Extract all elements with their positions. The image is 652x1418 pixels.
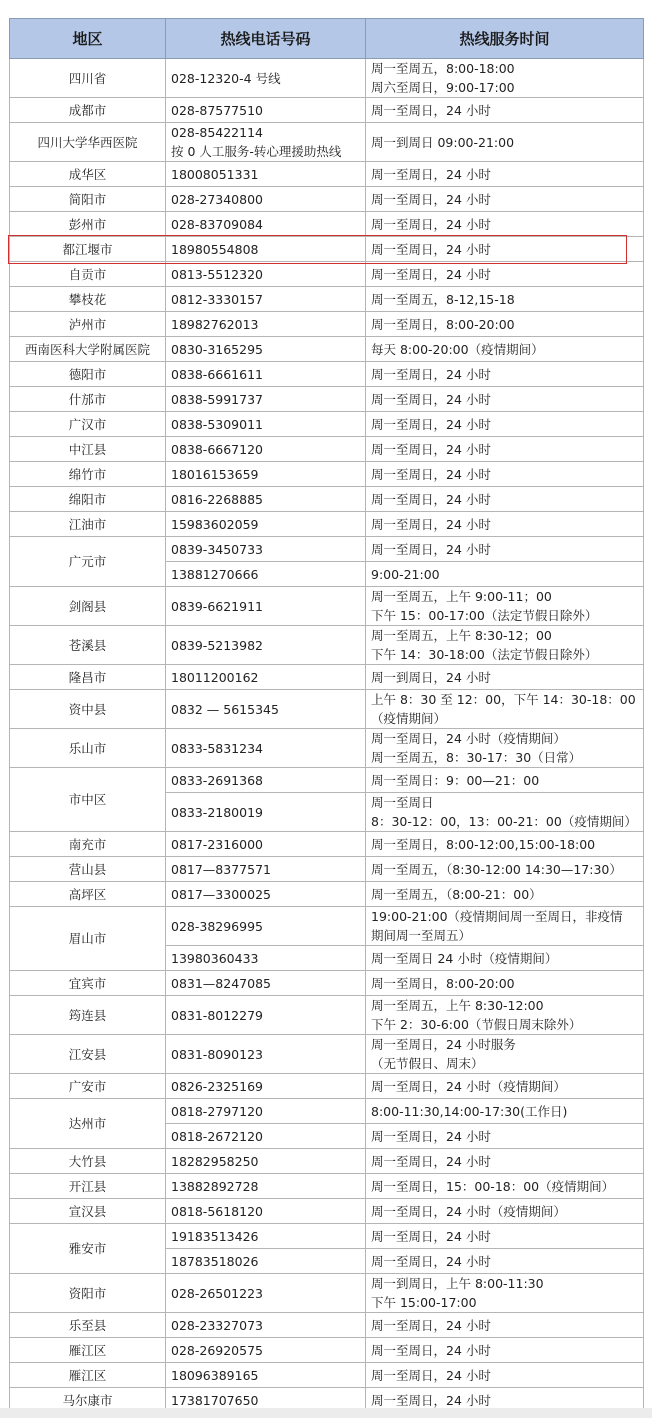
phone-cell: 18008051331 — [166, 162, 366, 187]
phone-cell: 0833-5831234 — [166, 729, 366, 768]
header-hours: 热线服务时间 — [366, 19, 644, 59]
region-cell: 雁江区 — [10, 1338, 166, 1363]
table-row — [10, 287, 644, 312]
region-cell: 高坪区 — [10, 882, 166, 907]
region-cell: 剑阁县 — [10, 587, 166, 626]
table-header-row — [10, 19, 644, 59]
hotline-table — [9, 18, 644, 1413]
phone-cell: 19183513426 — [166, 1224, 366, 1249]
phone-cell: 0839-3450733 — [166, 537, 366, 562]
region-cell: 自贡市 — [10, 262, 166, 287]
hours-cell: 周一至周五，8:00-18:00 周六至周日，9:00-17:00 — [366, 59, 644, 98]
phone-cell: 028-87577510 — [166, 98, 366, 123]
hours-cell: 周一至周日，24 小时（疫情期间） — [366, 1199, 644, 1224]
hours-cell: 周一至周五，上午 8:30-12:00 下午 2：30-6:00（节假日周末除外） — [366, 996, 644, 1035]
phone-cell: 028-38296995 — [166, 907, 366, 946]
phone-cell: 13980360433 — [166, 946, 366, 971]
table-row — [10, 312, 644, 337]
region-cell: 苍溪县 — [10, 626, 166, 665]
region-cell: 德阳市 — [10, 362, 166, 387]
region-cell: 什邡市 — [10, 387, 166, 412]
phone-cell: 028-26501223 — [166, 1274, 366, 1313]
phone-cell: 0838-5991737 — [166, 387, 366, 412]
table-row — [10, 1313, 644, 1338]
phone-cell: 15983602059 — [166, 512, 366, 537]
table-row — [10, 626, 644, 665]
hours-cell: 周一至周日，24 小时 — [366, 262, 644, 287]
table-row — [10, 907, 644, 946]
phone-cell: 028-26920575 — [166, 1338, 366, 1363]
hours-cell: 19:00-21:00（疫情期间周一至周日，非疫情 期间周一至周五） — [366, 907, 644, 946]
phone-cell: 0817-2316000 — [166, 832, 366, 857]
hours-cell: 周一至周日，8:00-12:00,15:00-18:00 — [366, 832, 644, 857]
table-row — [10, 98, 644, 123]
region-cell: 成华区 — [10, 162, 166, 187]
phone-cell: 028-83709084 — [166, 212, 366, 237]
table-row — [10, 665, 644, 690]
hours-cell: 周一至周五，上午 8:30-12；00 下午 14：30-18:00（法定节假日除外） — [366, 626, 644, 665]
region-cell: 营山县 — [10, 857, 166, 882]
phone-cell: 0838-6661611 — [166, 362, 366, 387]
table-row — [10, 437, 644, 462]
region-cell: 雁江区 — [10, 1363, 166, 1388]
table-row — [10, 487, 644, 512]
phone-cell: 028-27340800 — [166, 187, 366, 212]
hours-cell: 周一至周日，24 小时 — [366, 1124, 644, 1149]
phone-cell: 13881270666 — [166, 562, 366, 587]
phone-cell: 18011200162 — [166, 665, 366, 690]
region-cell: 攀枝花 — [10, 287, 166, 312]
region-cell: 筠连县 — [10, 996, 166, 1035]
hours-cell: 周一至周日，24 小时 — [366, 1363, 644, 1388]
region-cell: 眉山市 — [10, 907, 166, 971]
hours-cell: 周一至周日，24 小时 — [366, 162, 644, 187]
phone-cell: 0817—3300025 — [166, 882, 366, 907]
phone-cell: 028-12320-4 号线 — [166, 59, 366, 98]
hours-cell: 9:00-21:00 — [366, 562, 644, 587]
table-row — [10, 882, 644, 907]
region-cell: 都江堰市 — [10, 237, 166, 262]
hours-cell: 周一至周日，15：00-18：00（疫情期间） — [366, 1174, 644, 1199]
region-cell: 马尔康市 — [10, 1388, 166, 1413]
phone-cell: 18096389165 — [166, 1363, 366, 1388]
region-cell: 绵竹市 — [10, 462, 166, 487]
hours-cell: 周一至周日，24 小时（疫情期间） — [366, 1074, 644, 1099]
phone-cell: 0812-3330157 — [166, 287, 366, 312]
region-cell: 南充市 — [10, 832, 166, 857]
table-row — [10, 1363, 644, 1388]
phone-cell: 0839-6621911 — [166, 587, 366, 626]
region-cell: 彭州市 — [10, 212, 166, 237]
hours-cell: 周一到周日，24 小时 — [366, 665, 644, 690]
phone-cell: 0830-3165295 — [166, 337, 366, 362]
table-row — [10, 512, 644, 537]
table-row — [10, 387, 644, 412]
phone-cell: 0816-2268885 — [166, 487, 366, 512]
region-cell: 四川大学华西医院 — [10, 123, 166, 162]
table-row — [10, 162, 644, 187]
phone-cell: 17381707650 — [166, 1388, 366, 1413]
header-phone: 热线电话号码 — [166, 19, 366, 59]
table-row — [10, 832, 644, 857]
region-cell: 四川省 — [10, 59, 166, 98]
phone-cell: 0818-2672120 — [166, 1124, 366, 1149]
hours-cell: 8:00-11:30,14:00-17:30(工作日) — [366, 1099, 644, 1124]
hours-cell: 周一至周日，24 小时 — [366, 1224, 644, 1249]
phone-cell: 0839-5213982 — [166, 626, 366, 665]
table-row — [10, 212, 644, 237]
table-row — [10, 1099, 644, 1124]
hours-cell: 周一至周日，24 小时 — [366, 1338, 644, 1363]
phone-cell: 0832 — 5615345 — [166, 690, 366, 729]
hours-cell: 周一至周日，24 小时 — [366, 362, 644, 387]
region-cell: 隆昌市 — [10, 665, 166, 690]
phone-cell: 0833-2691368 — [166, 768, 366, 793]
table-row — [10, 1074, 644, 1099]
region-cell: 泸州市 — [10, 312, 166, 337]
bottom-bar — [0, 1408, 652, 1418]
phone-cell: 028-23327073 — [166, 1313, 366, 1338]
hours-cell: 周一至周日，24 小时 — [366, 1388, 644, 1413]
region-cell: 资阳市 — [10, 1274, 166, 1313]
hours-cell: 周一至周日，24 小时 — [366, 237, 644, 262]
table-row — [10, 768, 644, 793]
table-row — [10, 187, 644, 212]
region-cell: 成都市 — [10, 98, 166, 123]
region-cell: 宣汉县 — [10, 1199, 166, 1224]
region-cell: 雅安市 — [10, 1224, 166, 1274]
table-row — [10, 587, 644, 626]
region-cell: 江安县 — [10, 1035, 166, 1074]
hours-cell: 周一至周日，24 小时 — [366, 1149, 644, 1174]
hours-cell: 周一到周日 09:00-21:00 — [366, 123, 644, 162]
phone-cell: 18016153659 — [166, 462, 366, 487]
hours-cell: 周一至周日：9：00—21：00 — [366, 768, 644, 793]
hours-cell: 周一至周日，24 小时 — [366, 1313, 644, 1338]
hours-cell: 周一至周日 8：30-12：00，13：00-21：00（疫情期间） — [366, 793, 644, 832]
hours-cell: 周一至周日，8:00-20:00 — [366, 312, 644, 337]
phone-cell: 18982762013 — [166, 312, 366, 337]
table-row-highlighted — [10, 237, 644, 262]
table-row — [10, 1224, 644, 1249]
phone-cell: 0831-8090123 — [166, 1035, 366, 1074]
region-cell: 西南医科大学附属医院 — [10, 337, 166, 362]
table-body — [10, 59, 644, 1413]
phone-cell: 18783518026 — [166, 1249, 366, 1274]
table-row — [10, 1035, 644, 1074]
region-cell: 乐山市 — [10, 729, 166, 768]
table-row — [10, 996, 644, 1035]
hours-cell: 周一至周日，24 小时 — [366, 98, 644, 123]
phone-cell: 0831-8012279 — [166, 996, 366, 1035]
table-row — [10, 59, 644, 98]
hours-cell: 周一至周日，24 小时 — [366, 537, 644, 562]
region-cell: 宜宾市 — [10, 971, 166, 996]
region-cell: 资中县 — [10, 690, 166, 729]
region-cell: 乐至县 — [10, 1313, 166, 1338]
phone-cell: 18282958250 — [166, 1149, 366, 1174]
table-row — [10, 1174, 644, 1199]
header-region: 地区 — [10, 19, 166, 59]
table-row — [10, 1338, 644, 1363]
phone-cell: 0818-5618120 — [166, 1199, 366, 1224]
hours-cell: 周一至周日，24 小时服务 （无节假日、周末） — [366, 1035, 644, 1074]
hours-cell: 周一至周日，24 小时 — [366, 187, 644, 212]
table-row — [10, 412, 644, 437]
region-cell: 市中区 — [10, 768, 166, 832]
hours-cell: 周一至周日 24 小时（疫情期间） — [366, 946, 644, 971]
hours-cell: 周一至周五，（8:00-21：00） — [366, 882, 644, 907]
hours-cell: 周一至周日，8:00-20:00 — [366, 971, 644, 996]
hours-cell: 上午 8：30 至 12：00，下午 14：30-18：00 （疫情期间） — [366, 690, 644, 729]
table-row — [10, 337, 644, 362]
hours-cell: 周一至周日，24 小时 — [366, 212, 644, 237]
hours-cell: 周一至周日，24 小时（疫情期间） 周一至周五，8：30-17：30（日常） — [366, 729, 644, 768]
hours-cell: 周一至周五，（8:30-12:00 14:30—17:30） — [366, 857, 644, 882]
phone-cell: 0833-2180019 — [166, 793, 366, 832]
phone-cell: 0831—8247085 — [166, 971, 366, 996]
hours-cell: 周一至周五，8-12,15-18 — [366, 287, 644, 312]
region-cell: 江油市 — [10, 512, 166, 537]
phone-cell: 0826-2325169 — [166, 1074, 366, 1099]
region-cell: 广元市 — [10, 537, 166, 587]
table-row — [10, 1199, 644, 1224]
phone-cell: 028-85422114 按 0 人工服务-转心理援助热线 — [166, 123, 366, 162]
region-cell: 广汉市 — [10, 412, 166, 437]
hours-cell: 周一至周日，24 小时 — [366, 412, 644, 437]
phone-cell: 18980554808 — [166, 237, 366, 262]
phone-cell: 0838-6667120 — [166, 437, 366, 462]
hours-cell: 周一至周五，上午 9:00-11；00 下午 15：00-17:00（法定节假日除外） — [366, 587, 644, 626]
hours-cell: 周一至周日，24 小时 — [366, 462, 644, 487]
table-row — [10, 362, 644, 387]
table-row — [10, 462, 644, 487]
hours-cell: 周一至周日，24 小时 — [366, 487, 644, 512]
table-row — [10, 1149, 644, 1174]
region-cell: 开江县 — [10, 1174, 166, 1199]
region-cell: 中江县 — [10, 437, 166, 462]
table-row — [10, 123, 644, 162]
region-cell: 广安市 — [10, 1074, 166, 1099]
region-cell: 达州市 — [10, 1099, 166, 1149]
phone-cell: 0838-5309011 — [166, 412, 366, 437]
hours-cell: 周一至周日，24 小时 — [366, 1249, 644, 1274]
table-row — [10, 262, 644, 287]
table-row — [10, 537, 644, 562]
hours-cell: 周一至周日，24 小时 — [366, 512, 644, 537]
table-row — [10, 1274, 644, 1313]
phone-cell: 13882892728 — [166, 1174, 366, 1199]
phone-cell: 0818-2797120 — [166, 1099, 366, 1124]
hours-cell: 周一至周日，24 小时 — [366, 387, 644, 412]
hours-cell: 周一至周日，24 小时 — [366, 437, 644, 462]
region-cell: 绵阳市 — [10, 487, 166, 512]
table-row — [10, 857, 644, 882]
phone-cell: 0813-5512320 — [166, 262, 366, 287]
table-row — [10, 971, 644, 996]
hotline-table-container — [9, 18, 643, 1413]
hours-cell: 周一到周日，上午 8:00-11:30 下午 15:00-17:00 — [366, 1274, 644, 1313]
region-cell: 大竹县 — [10, 1149, 166, 1174]
table-row — [10, 690, 644, 729]
region-cell: 简阳市 — [10, 187, 166, 212]
hours-cell: 每天 8:00-20:00（疫情期间） — [366, 337, 644, 362]
table-row — [10, 729, 644, 768]
phone-cell: 0817—8377571 — [166, 857, 366, 882]
